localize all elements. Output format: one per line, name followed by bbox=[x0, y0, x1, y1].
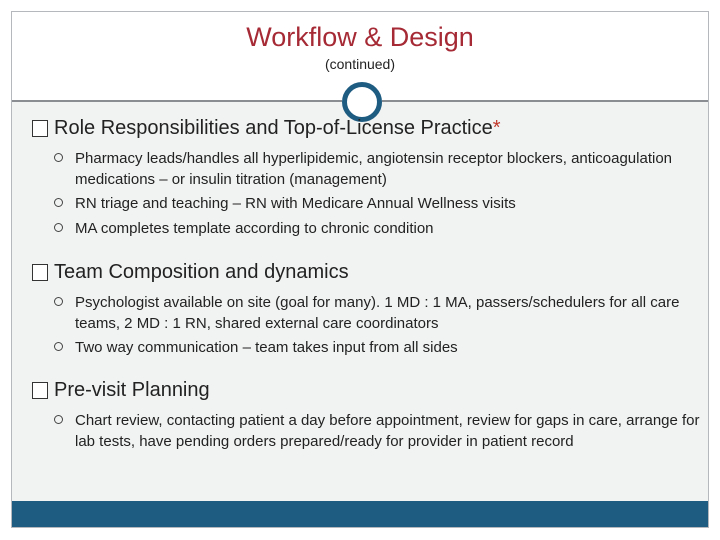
slide-frame bbox=[11, 11, 709, 528]
ring-bullet-icon bbox=[54, 297, 63, 306]
list-item: MA completes template according to chronic condition bbox=[32, 218, 702, 239]
checkbox-bullet-icon bbox=[32, 264, 48, 281]
section-pre-visit-planning bbox=[32, 378, 702, 452]
list-item: Chart review, contacting patient a day before appointment, review for gaps in care, arrange for lab tests, have pending orders prepared/ready for provider in patient record bbox=[32, 410, 702, 452]
asterisk-mark: * bbox=[492, 117, 501, 139]
ring-bullet-icon bbox=[54, 223, 63, 232]
slide-title: Workflow & Design bbox=[246, 22, 474, 52]
section-title: Pre-visit Planning bbox=[54, 379, 210, 401]
section-role-responsibilities bbox=[32, 116, 702, 239]
ring-bullet-icon bbox=[54, 198, 63, 207]
checkbox-bullet-icon bbox=[32, 382, 48, 399]
header-divider-right bbox=[382, 100, 708, 102]
ring-bullet-icon bbox=[54, 415, 63, 424]
list-item: Psychologist available on site (goal for many). 1 MD : 1 MA, passers/schedulers for all care teams, 2 MD : 1 RN, shared external care coordinators bbox=[32, 292, 702, 334]
slide-subtitle: (continued) bbox=[324, 56, 396, 72]
footer-bar bbox=[12, 501, 708, 527]
header-divider-left bbox=[12, 100, 342, 102]
list-item: RN triage and teaching – RN with Medicare Annual Wellness visits bbox=[32, 193, 702, 214]
section-title: Role Responsibilities and Top-of-License Practice bbox=[54, 117, 493, 139]
checkbox-bullet-icon bbox=[32, 120, 48, 137]
ring-bullet-icon bbox=[54, 153, 63, 162]
section-title: Team Composition and dynamics bbox=[54, 261, 349, 283]
section-team-composition bbox=[32, 260, 702, 358]
ring-bullet-icon bbox=[54, 342, 63, 351]
list-item: Pharmacy leads/handles all hyperlipidemic, angiotensin receptor blockers, anticoagulation medications – or insulin titration (management) bbox=[32, 148, 702, 190]
list-item: Two way communication – team takes input from all sides bbox=[32, 337, 702, 358]
